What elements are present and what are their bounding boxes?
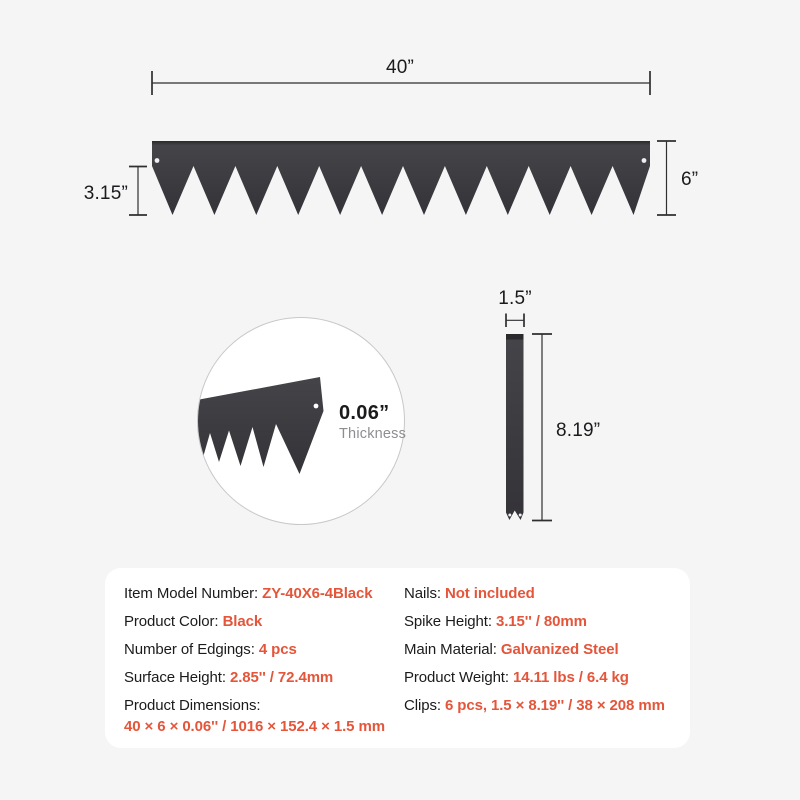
edging-hole-left [155,158,160,163]
spec-value: Not included [445,585,535,602]
spec-row [124,611,404,632]
clip-height-label: 8.19” [556,420,601,441]
spec-label: Surface Height: [124,669,226,686]
edging-shape [152,141,650,215]
spec-label: Item Model Number: [124,585,259,602]
spike-height-dimension [84,167,147,216]
spec-label: Nails: [404,585,441,602]
spec-label: Product Weight: [404,669,509,686]
spec-column-right [404,583,690,748]
spec-value: 4 pcs [258,641,297,658]
clip-width-dimension [498,288,532,327]
spec-value: Black [222,613,263,630]
spec-row [404,639,690,660]
edging-hole-right [642,158,647,163]
total-height-dimension [657,141,698,215]
spec-label: Product Color: [124,613,219,630]
total-height-label: 6” [681,169,699,190]
thickness-caption: Thickness [339,426,407,442]
spec-row [124,583,404,604]
edging-front-view [152,141,650,215]
clip-width-label: 1.5” [498,288,532,309]
spec-row [404,667,690,688]
spec-value: 6 pcs, 1.5 × 8.19'' / 38 × 208 mm [445,697,665,714]
spec-label: Number of Edgings: [124,641,255,658]
spec-value: 2.85'' / 72.4mm [229,669,334,686]
clip-height-dimension [532,334,600,521]
spec-value: 40 × 6 × 0.06'' / 1016 × 152.4 × 1.5 mm [124,718,385,735]
spec-panel [105,568,690,748]
spec-row [404,695,690,716]
spec-row [124,667,404,688]
spec-label: Spike Height: [404,613,492,630]
spec-value: ZY-40X6-4Black [262,585,373,602]
spec-row [404,583,690,604]
thickness-value: 0.06” [339,402,390,424]
spec-label: Main Material: [404,641,497,658]
spec-row [124,695,404,737]
spec-row [404,611,690,632]
clip-hole-right [519,514,522,517]
width-dimension-label: 40” [385,57,415,78]
spike-height-label: 3.15” [83,183,128,204]
width-dimension [152,57,650,95]
spec-value: 3.15'' / 80mm [496,613,587,630]
spec-row [124,639,404,660]
clip-side-view [506,334,524,520]
clip-shape [506,334,524,520]
clip-top-edge [506,334,524,340]
spec-value: Galvanized Steel [500,641,619,658]
spec-label: Product Dimensions: [124,697,261,714]
clip-hole-left [508,514,511,517]
detail-hole [314,404,319,409]
spec-label: Clips: [404,697,441,714]
thickness-detail [186,318,406,525]
spec-value: 14.11 lbs / 6.4 kg [513,669,629,686]
spec-column-left [124,583,404,748]
